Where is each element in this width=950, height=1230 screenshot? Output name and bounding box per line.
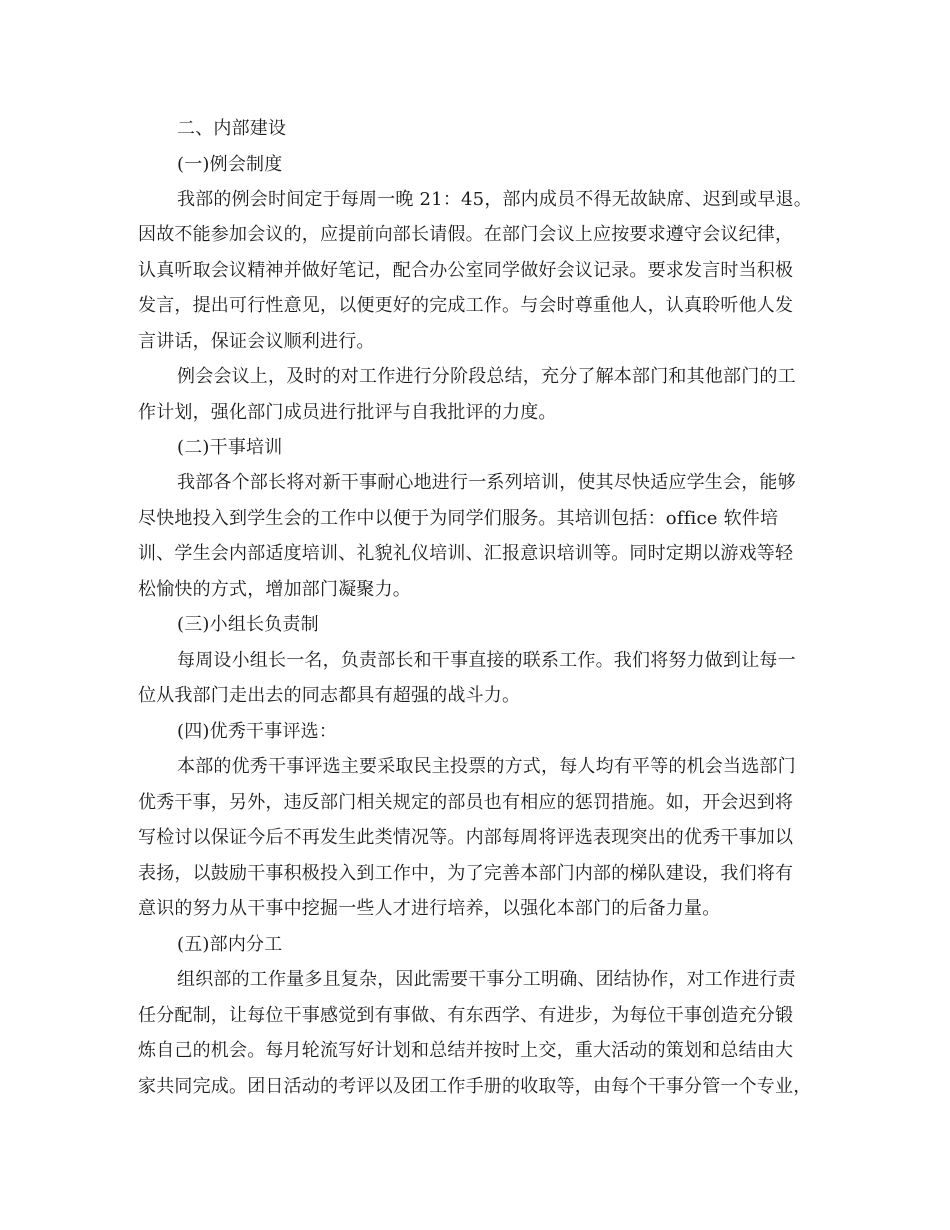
paragraph-line: 炼自己的机会。每月轮流写好计划和总结并按时上交，重大活动的策划和总结由大 (138, 1040, 794, 1061)
paragraph-line: 我部各个部长将对新干事耐心地进行一系列培训，使其尽快适应学生会，能够 (177, 472, 796, 493)
paragraph-line: 本部的优秀干事评选主要采取民主投票的方式，每人均有平等的机会当选部门 (177, 756, 796, 777)
paragraph-line: 例会会议上，及时的对工作进行分阶段总结，充分了解本部门和其他部门的工 (177, 366, 796, 387)
paragraph-line: 表扬，以鼓励干事积极投入到工作中，为了完善本部门内部的梯队建设，我们将有 (138, 863, 794, 884)
paragraph-line: 组织部的工作量多且复杂，因此需要干事分工明确、团结协作，对工作进行责 (177, 969, 796, 990)
paragraph-line: 尽快地投入到学生会的工作中以便于为同学们服务。其培训包括：office 软件培 (138, 508, 779, 529)
subsection-heading: (三)小组长负责制 (177, 614, 319, 635)
paragraph-line: 训、学生会内部适度培训、礼貌礼仪培训、汇报意识培训等。同时定期以游戏等轻 (138, 543, 794, 564)
paragraph-line: 家共同完成。团日活动的考评以及团工作手册的收取等，由每个干事分管一个专业， (138, 1076, 812, 1097)
paragraph-line: 优秀干事，另外，违反部门相关规定的部员也有相应的惩罚措施。如，开会迟到将 (138, 792, 794, 813)
paragraph-line: 松愉快的方式，增加部门凝聚力。 (138, 579, 411, 600)
paragraph-line: 认真听取会议精神并做好笔记，配合办公室同学做好会议记录。要求发言时当积极 (138, 260, 794, 281)
subsection-heading: (一)例会制度 (177, 154, 283, 175)
section-heading: 二、内部建设 (177, 118, 287, 139)
paragraph-line: 意识的努力从干事中挖掘一些人才进行培养，以强化本部门的后备力量。 (138, 898, 721, 919)
paragraph-line: 写检讨以保证今后不再发生此类情况等。内部每周将评选表现突出的优秀干事加以 (138, 827, 794, 848)
paragraph-line: 位从我部门走出去的同志都具有超强的战斗力。 (138, 685, 521, 706)
paragraph-line: 作计划，强化部门成员进行批评与自我批评的力度。 (138, 402, 557, 423)
subsection-heading: (五)部内分工 (177, 934, 283, 955)
subsection-heading: (四)优秀干事评选： (177, 721, 338, 742)
subsection-heading: (二)干事培训 (177, 437, 283, 458)
paragraph-line: 发言，提出可行性意见，以便更好的完成工作。与会时尊重他人，认真聆听他人发 (138, 295, 794, 316)
paragraph-line: 任分配制，让每位干事感觉到有事做、有东西学、有进步，为每位干事创造充分锻 (138, 1005, 794, 1026)
paragraph-line: 言讲话，保证会议顺利进行。 (138, 331, 375, 352)
paragraph-line: 每周设小组长一名，负责部长和干事直接的联系工作。我们将努力做到让每一 (177, 650, 796, 671)
paragraph-line: 我部的例会时间定于每周一晚 21：45，部内成员不得无故缺席、迟到或早退。 (177, 189, 812, 210)
paragraph-line: 因故不能参加会议的，应提前向部长请假。在部门会议上应按要求遵守会议纪律， (138, 224, 794, 245)
